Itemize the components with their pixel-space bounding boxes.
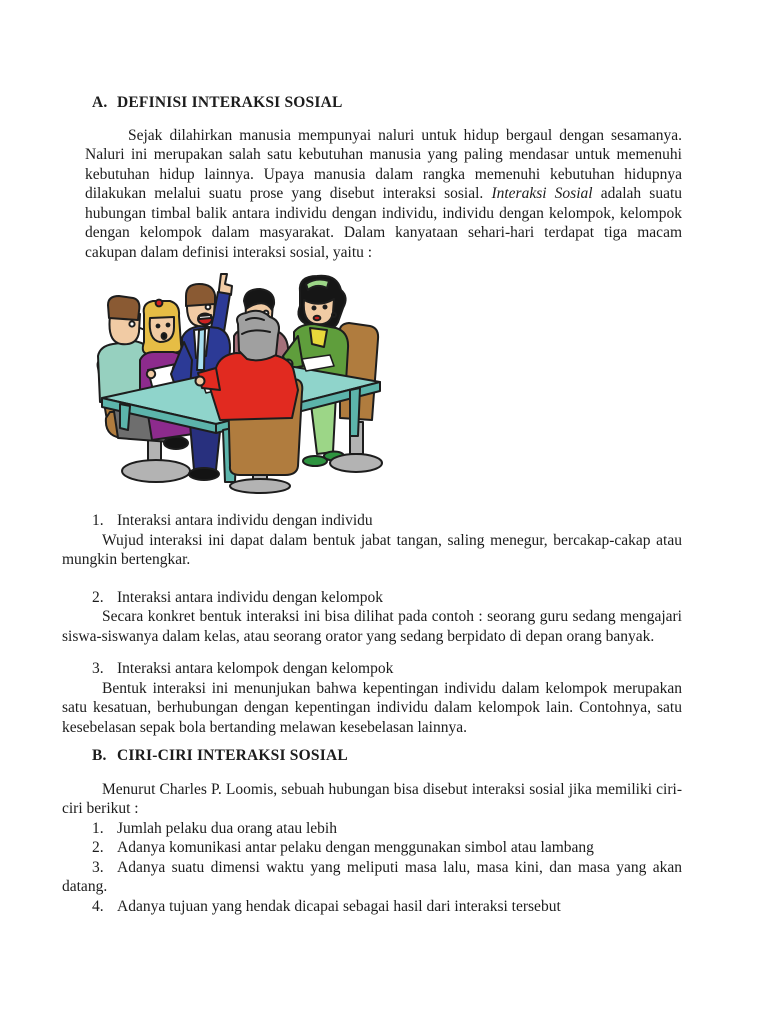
characteristic-item-1: [62, 819, 682, 839]
definition-item-3: [62, 659, 682, 737]
characteristic-1-number: 1.: [92, 819, 104, 837]
characteristic-4-number: 4.: [92, 897, 104, 915]
document-content: [62, 93, 682, 916]
section-b-title: CIRI-CIRI INTERAKSI SOSIAL: [117, 747, 348, 764]
item-1-title-line: [62, 511, 682, 531]
section-b-intro-paragraph: Menurut Charles P. Loomis, sebuah hubungan bisa disebut interaksi sosial jika memiliki ciri-ciri berikut :: [62, 780, 682, 817]
section-a-label: A.: [92, 94, 108, 111]
intro-text-1: Sejak dilahirkan manusia mempunyai naluri untuk hidup bergaul dengan sesamanya. Naluri ini merupakan salah satu kebutuhan manusia yang paling mendasar untuk memenuhi kebutuhan hidup lainnya. Upaya manusia dalam rangka memenuhi kebutuhan hidupnya dilakukan melalui suatu prose yang disebut interaksi sosial.: [85, 126, 682, 202]
characteristic-item-2: [62, 838, 682, 858]
item-3-body: Bentuk interaksi ini menunjukan bahwa kepentingan individu dalam kelompok merupakan satu kesatuan, berhubungan dengan kepentingan individu dalam kelompok lain. Contohnya, satu kesebelasan sepak bola bertanding melawan kesebelasan lainnya.: [62, 679, 682, 736]
characteristic-3-number: 3.: [92, 858, 104, 876]
characteristic-3-text: Adanya suatu dimensi waktu yang meliputi masa lalu, masa kini, dan masa yang akan datang.: [62, 858, 682, 895]
item-2-title-line: [62, 588, 682, 608]
definition-item-2: [62, 588, 682, 647]
section-b-heading: [62, 746, 682, 766]
item-1-number: 1.: [92, 512, 104, 529]
meeting-illustration: [88, 270, 388, 495]
item-1-title: Interaksi antara individu dengan individu: [117, 512, 373, 529]
characteristic-1-text: Jumlah pelaku dua orang atau lebih: [117, 819, 337, 837]
item-3-number: 3.: [92, 660, 104, 677]
section-a-title: DEFINISI INTERAKSI SOSIAL: [117, 94, 343, 111]
characteristic-item-4: [62, 897, 682, 917]
section-a-intro-paragraph: [85, 126, 682, 263]
item-1-body: Wujud interaksi ini dapat dalam bentuk jabat tangan, saling menegur, bercakap-cakap atau mungkin bertengkar.: [62, 531, 682, 568]
item-2-title: Interaksi antara individu dengan kelompok: [117, 588, 384, 606]
meeting-illustration-svg: [88, 270, 388, 495]
intro-text-2: adalah suatu hubungan timbal balik antara individu dengan individu, individu dengan kelompok, kelompok dengan kelompok dalam masyarakat. Dalam kanyataan sehari-hari terdapat tiga macam cakupan dalam definisi interaksi sosial, yaitu :: [85, 185, 683, 261]
section-b-label: B.: [92, 747, 107, 764]
section-a-heading: [62, 93, 682, 113]
characteristic-2-text: Adanya komunikasi antar pelaku dengan menggunakan simbol atau lambang: [117, 839, 594, 856]
characteristic-4-text: Adanya tujuan yang hendak dicapai sebagai hasil dari interaksi tersebut: [117, 897, 561, 915]
item-2-number: 2.: [92, 588, 104, 606]
characteristic-2-number: 2.: [92, 839, 104, 856]
item-3-title-line: [62, 659, 682, 679]
item-3-title: Interaksi antara kelompok dengan kelompok: [117, 660, 394, 677]
intro-italic-term: Interaksi Sosial: [491, 185, 593, 202]
definition-item-1: [62, 511, 682, 570]
item-2-body: Secara konkret bentuk interaksi ini bisa dilihat pada contoh : seorang guru sedang mengajari siswa-siswanya dalam kelas, atau seorang orator yang sedang berpidato di depan orang banyak.: [62, 608, 682, 645]
characteristic-item-3: [62, 858, 682, 897]
